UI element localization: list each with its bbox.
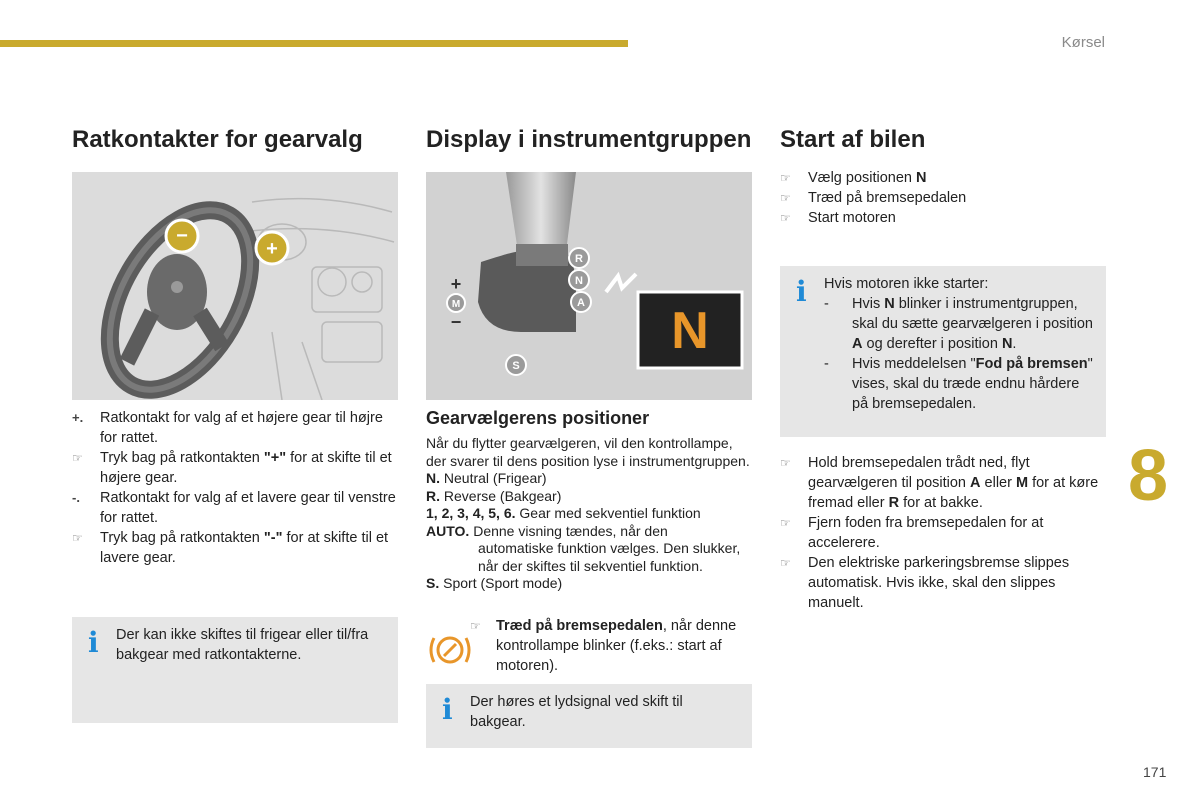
steering-wheel-illustration (72, 172, 398, 400)
label-s: S (512, 360, 520, 372)
label-minus: − (450, 312, 462, 332)
label-n: N (575, 275, 583, 287)
list-item: ☞ Træd på bremsepedalen (780, 190, 967, 206)
chapter-number: 8 (1128, 436, 1169, 516)
brake-warning-icon (428, 630, 472, 670)
list-item: ☞ Den elektriske parkeringsbremse slippes automatisk. Hvis ikke, skal den slippes manuelt. (780, 555, 1070, 611)
info-icon: i (442, 693, 453, 726)
header-accent-bar (0, 40, 628, 47)
list-item: ☞ Vælg positionen N (780, 170, 927, 186)
info-box: i Hvis motoren ikke starter: - Hvis N blinker i instrumentgruppen, skal du sætte gearvælgeren i position A og derefter i position N. - Hvis meddelelsen "Fod på bremsen" vises, skal du træde endnu hårdere på bremsepedalen. (780, 266, 1106, 437)
section-label: Kørsel (1061, 34, 1105, 51)
list-item: ☞ Tryk bag på ratkontakten "-" for at skifte til et lavere gear. (72, 530, 389, 566)
svg-text:+: + (266, 238, 278, 260)
gear-selector-illustration (426, 172, 752, 400)
list-item: ☞ Tryk bag på ratkontakten "+" for at skifte til et højere gear. (72, 450, 392, 486)
info-box: i Der kan ikke skiftes til frigear eller til/fra bakgear med ratkontakterne. (72, 617, 398, 723)
display-letter: N (671, 302, 709, 360)
list-item: ☞ Fjern foden fra bremsepedalen for at accelerere. (780, 515, 1044, 551)
heading-start: Start af bilen (780, 126, 926, 153)
label-plus: + (450, 274, 462, 294)
start-more-steps (780, 453, 1106, 613)
paddle-instructions (72, 408, 398, 568)
positions-text: Når du flytter gearvælgeren, vil den kontrollampe, der svarer til dens position lyse i instrumentgruppen. N. Neutral (Frigear) R. Reverse (Bakgear) 1, 2, 3, 4, 5, 6. Gear med sekventiel funktion AUTO. Denne visning tændes, når den automatiske funktion vælges. Den slukker, når der skiftes til sekventiel funktion. S. Sport (Sport mode) (426, 435, 750, 591)
heading-ratkontakter: Ratkontakter for gearvalg (72, 126, 363, 153)
svg-text:−: − (176, 225, 188, 247)
page-number: 171 (1143, 764, 1167, 780)
info-icon: i (88, 626, 99, 659)
list-item: -. Ratkontakt for valg af et lavere gear til venstre for rattet. (72, 490, 396, 526)
heading-display: Display i instrumentgruppen (426, 126, 752, 153)
subheading-positions: Gearvælgerens positioner (426, 408, 650, 428)
list-item: ☞ Hold bremsepedalen trådt ned, flyt gearvælgeren til position A eller M for at køre fremad eller R for at bakke. (780, 455, 1099, 511)
brake-instruction: ☞ Træd på bremsepedalen, når denne kontrollampe blinker (f.eks.: start af motoren). (470, 618, 737, 674)
label-m: M (451, 299, 461, 310)
label-a: A (577, 297, 585, 309)
list-item: ☞ Start motoren (780, 210, 896, 226)
info-icon: i (796, 275, 807, 308)
info-box: i Der høres et lydsignal ved skift til bakgear. (426, 684, 752, 748)
start-steps (780, 168, 1106, 228)
list-item: +. Ratkontakt for valg af et højere gear til højre for rattet. (72, 410, 383, 446)
label-r: R (575, 253, 583, 265)
